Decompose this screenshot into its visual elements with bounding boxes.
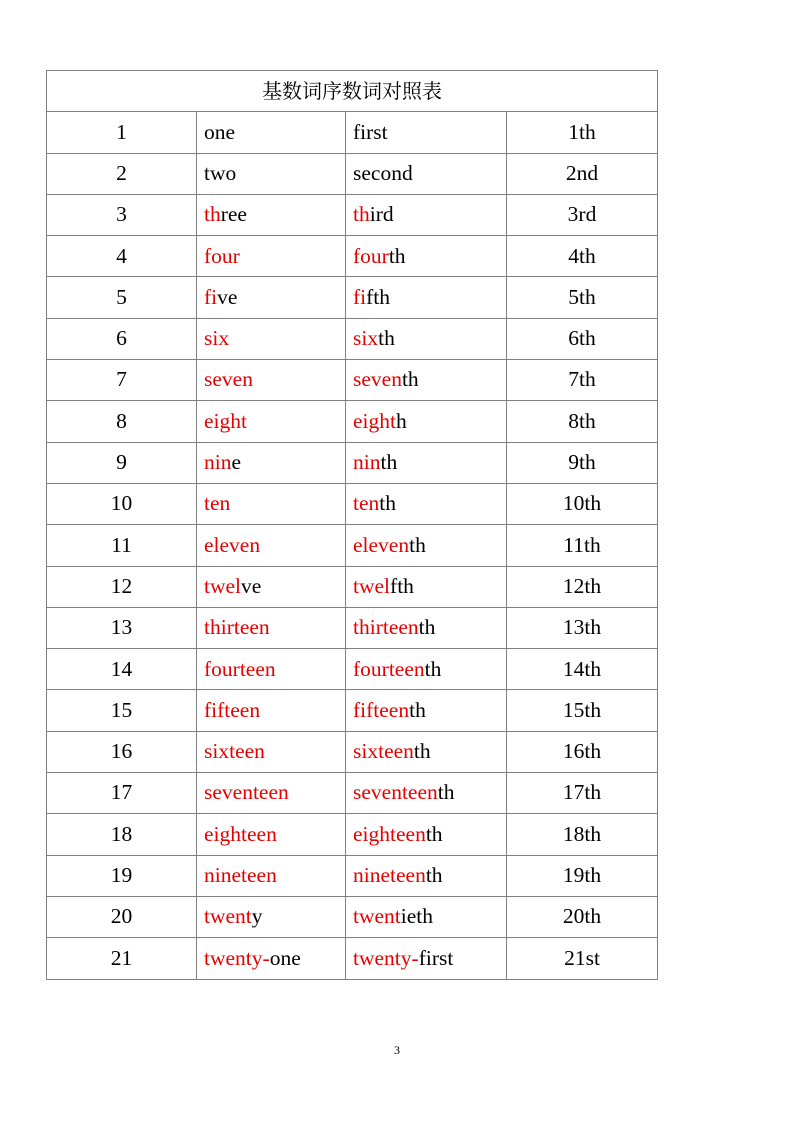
- number-cell: 12: [47, 566, 197, 607]
- cardinal-suffix: ree: [220, 202, 247, 227]
- cardinal-cell: [197, 112, 346, 153]
- ordinal-cell: [346, 855, 507, 896]
- cardinal-cell: [197, 731, 346, 772]
- cardinal-stem: twel: [204, 573, 242, 598]
- ordinal-suffix: first: [418, 945, 454, 970]
- ordinal-stem: seven: [353, 367, 402, 392]
- cardinal-stem: six: [204, 326, 230, 351]
- ordinal-cell: [346, 483, 507, 524]
- ordinal-stem: thirteen: [353, 615, 419, 640]
- cardinal-cell: [197, 566, 346, 607]
- cardinal-suffix: ve: [241, 573, 262, 598]
- cardinal-stem: fifteen: [204, 697, 261, 722]
- cardinal-cell: [197, 483, 346, 524]
- title-row: [47, 71, 658, 112]
- ordinal-cell: [346, 938, 507, 979]
- table-title: 基数词序数词对照表: [47, 71, 658, 112]
- abbreviation-cell: 20th: [507, 896, 658, 937]
- abbreviation-cell: 21st: [507, 938, 658, 979]
- abbreviation-cell: 19th: [507, 855, 658, 896]
- ordinal-cell: [346, 442, 507, 483]
- ordinal-suffix: fth: [366, 284, 391, 309]
- table-row: [47, 318, 658, 359]
- abbreviation-cell: 1th: [507, 112, 658, 153]
- abbreviation-cell: 5th: [507, 277, 658, 318]
- cardinal-cell: [197, 855, 346, 896]
- ordinal-cell: [346, 731, 507, 772]
- cardinal-stem: seventeen: [204, 780, 289, 805]
- cardinal-stem: four: [204, 243, 240, 268]
- table-row: [47, 360, 658, 401]
- ordinal-cell: [346, 112, 507, 153]
- number-cell: 2: [47, 153, 197, 194]
- ordinal-cell: [346, 236, 507, 277]
- number-cell: 9: [47, 442, 197, 483]
- cardinal-stem: eighteen: [204, 821, 277, 846]
- number-cell: 10: [47, 483, 197, 524]
- number-cell: 20: [47, 896, 197, 937]
- cardinal-stem: nin: [204, 450, 232, 475]
- abbreviation-cell: 14th: [507, 649, 658, 690]
- table-row: [47, 401, 658, 442]
- ordinal-cell: [346, 896, 507, 937]
- cardinal-suffix: two: [204, 160, 237, 185]
- table-row: [47, 277, 658, 318]
- number-cell: 19: [47, 855, 197, 896]
- table-row: [47, 773, 658, 814]
- cardinal-suffix: one: [204, 119, 236, 144]
- table-row: [47, 938, 658, 979]
- cardinal-cell: [197, 236, 346, 277]
- table-row: [47, 814, 658, 855]
- table-row: [47, 649, 658, 690]
- ordinal-cell: [346, 277, 507, 318]
- number-cell: 16: [47, 731, 197, 772]
- ordinal-stem: ten: [353, 491, 380, 516]
- ordinal-suffix: th: [424, 656, 442, 681]
- table-body: [47, 71, 658, 980]
- ordinal-stem: twent: [353, 904, 401, 929]
- ordinal-cell: [346, 360, 507, 401]
- cardinal-cell: [197, 896, 346, 937]
- number-cell: 4: [47, 236, 197, 277]
- ordinal-cell: [346, 525, 507, 566]
- cardinal-stem: nineteen: [204, 863, 277, 888]
- ordinal-stem: eighteen: [353, 821, 426, 846]
- abbreviation-cell: 3rd: [507, 194, 658, 235]
- number-cell: 11: [47, 525, 197, 566]
- cardinal-cell: [197, 690, 346, 731]
- table-row: [47, 483, 658, 524]
- ordinal-suffix: th: [409, 697, 426, 722]
- table-row: [47, 153, 658, 194]
- abbreviation-cell: 9th: [507, 442, 658, 483]
- table-row: [47, 731, 658, 772]
- abbreviation-cell: 10th: [507, 483, 658, 524]
- ordinal-suffix: th: [380, 450, 398, 475]
- cardinal-cell: [197, 938, 346, 979]
- number-cell: 15: [47, 690, 197, 731]
- table-row: [47, 566, 658, 607]
- cardinal-suffix: ve: [217, 284, 238, 309]
- abbreviation-cell: 8th: [507, 401, 658, 442]
- number-cell: 18: [47, 814, 197, 855]
- number-cell: 21: [47, 938, 197, 979]
- cardinal-stem: fourteen: [204, 656, 276, 681]
- cardinal-suffix: one: [269, 945, 301, 970]
- cardinal-stem: twent: [204, 904, 252, 929]
- ordinal-suffix: th: [425, 821, 443, 846]
- cardinal-cell: [197, 360, 346, 401]
- number-cell: 17: [47, 773, 197, 814]
- abbreviation-cell: 15th: [507, 690, 658, 731]
- abbreviation-cell: 11th: [507, 525, 658, 566]
- cardinal-cell: [197, 277, 346, 318]
- ordinal-stem: twel: [353, 573, 391, 598]
- cardinal-cell: [197, 525, 346, 566]
- number-cell: 3: [47, 194, 197, 235]
- ordinal-cell: [346, 773, 507, 814]
- abbreviation-cell: 12th: [507, 566, 658, 607]
- cardinal-cell: [197, 442, 346, 483]
- cardinal-suffix: y: [251, 904, 263, 929]
- abbreviation-cell: 18th: [507, 814, 658, 855]
- ordinal-stem: fi: [353, 284, 367, 309]
- number-cell: 5: [47, 277, 197, 318]
- ordinal-stem: sixteen: [353, 739, 414, 764]
- ordinal-cell: [346, 194, 507, 235]
- number-cell: 14: [47, 649, 197, 690]
- cardinal-cell: [197, 153, 346, 194]
- ordinal-suffix: th: [437, 780, 455, 805]
- cardinal-stem: eleven: [204, 532, 261, 557]
- ordinal-cell: [346, 318, 507, 359]
- ordinal-suffix: th: [413, 739, 431, 764]
- cardinal-suffix: e: [231, 450, 242, 475]
- abbreviation-cell: 2nd: [507, 153, 658, 194]
- ordinal-stem: eight: [353, 408, 396, 433]
- ordinal-suffix: th: [409, 532, 426, 557]
- cardinal-stem: sixteen: [204, 739, 265, 764]
- cardinal-stem: twenty-: [204, 945, 270, 970]
- ordinal-suffix: ird: [369, 202, 394, 227]
- ordinal-stem: th: [353, 202, 370, 227]
- abbreviation-cell: 16th: [507, 731, 658, 772]
- ordinal-suffix: th: [378, 326, 395, 351]
- abbreviation-cell: 6th: [507, 318, 658, 359]
- cardinal-cell: [197, 194, 346, 235]
- ordinal-cell: [346, 607, 507, 648]
- ordinal-cell: [346, 401, 507, 442]
- cardinal-cell: [197, 649, 346, 690]
- ordinal-stem: nineteen: [353, 863, 426, 888]
- cardinal-cell: [197, 814, 346, 855]
- cardinal-stem: ten: [204, 491, 231, 516]
- ordinal-stem: fifteen: [353, 697, 410, 722]
- cardinal-stem: thirteen: [204, 615, 270, 640]
- ordinal-stem: seventeen: [353, 780, 438, 805]
- ordinal-suffix: fth: [390, 573, 414, 598]
- number-cell: 6: [47, 318, 197, 359]
- ordinal-suffix: th: [425, 863, 443, 888]
- ordinal-cell: [346, 649, 507, 690]
- cardinal-stem: seven: [204, 367, 253, 392]
- abbreviation-cell: 4th: [507, 236, 658, 277]
- ordinal-stem: six: [353, 326, 379, 351]
- table-row: [47, 194, 658, 235]
- abbreviation-cell: 7th: [507, 360, 658, 401]
- page-number: 3: [394, 1043, 400, 1057]
- cardinal-stem: eight: [204, 408, 247, 433]
- ordinal-suffix: th: [401, 367, 419, 392]
- table-row: [47, 855, 658, 896]
- ordinal-suffix: th: [379, 491, 397, 516]
- ordinal-suffix: th: [418, 615, 436, 640]
- cardinal-cell: [197, 607, 346, 648]
- number-cell: 7: [47, 360, 197, 401]
- ordinal-stem: eleven: [353, 532, 410, 557]
- ordinal-cell: [346, 153, 507, 194]
- cardinal-stem: fi: [204, 284, 218, 309]
- table-row: [47, 112, 658, 153]
- number-cell: 13: [47, 607, 197, 648]
- table-row: [47, 896, 658, 937]
- ordinal-suffix: first: [353, 119, 388, 144]
- abbreviation-cell: 17th: [507, 773, 658, 814]
- ordinal-stem: twenty-: [353, 945, 419, 970]
- ordinal-suffix: ieth: [400, 904, 434, 929]
- ordinal-suffix: h: [396, 408, 407, 433]
- ordinal-cell: [346, 566, 507, 607]
- ordinal-suffix: th: [388, 243, 406, 268]
- abbreviation-cell: 13th: [507, 607, 658, 648]
- ordinal-stem: fourteen: [353, 656, 425, 681]
- ordinal-stem: nin: [353, 450, 381, 475]
- number-cell: 1: [47, 112, 197, 153]
- ordinal-cell: [346, 814, 507, 855]
- ordinal-stem: four: [353, 243, 389, 268]
- number-comparison-table: [46, 70, 658, 980]
- table-row: [47, 442, 658, 483]
- cardinal-cell: [197, 401, 346, 442]
- number-cell: 8: [47, 401, 197, 442]
- table-row: [47, 525, 658, 566]
- table-row: [47, 236, 658, 277]
- cardinal-cell: [197, 318, 346, 359]
- cardinal-stem: th: [204, 202, 221, 227]
- ordinal-suffix: second: [353, 160, 413, 185]
- table-row: [47, 690, 658, 731]
- ordinal-cell: [346, 690, 507, 731]
- table-row: [47, 607, 658, 648]
- cardinal-cell: [197, 773, 346, 814]
